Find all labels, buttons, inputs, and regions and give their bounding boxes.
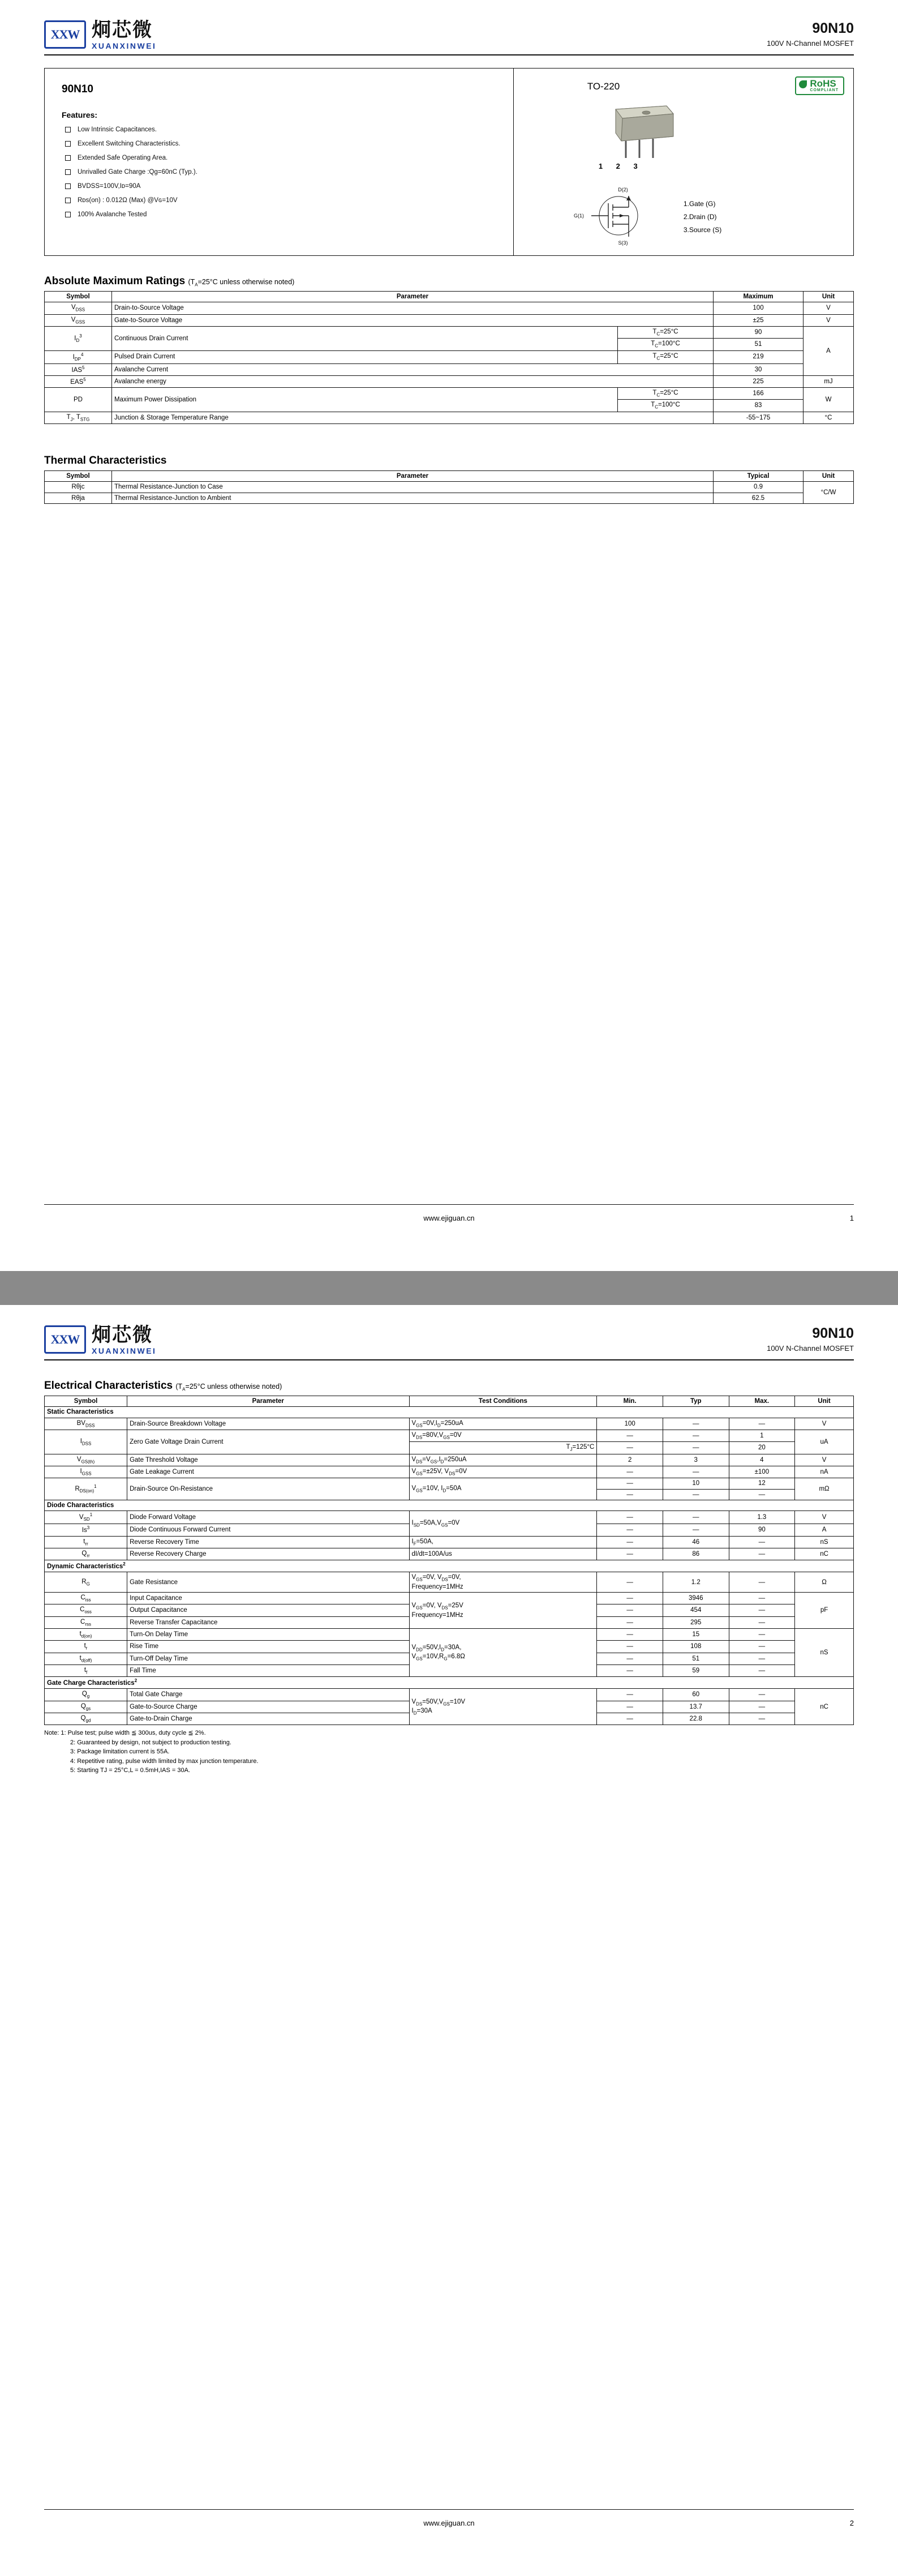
cell-unit: °C [804, 412, 854, 423]
cell-condition: $V_{GS}=0V,I_D=250uA$ [409, 1418, 597, 1430]
leaf-icon [799, 80, 807, 88]
logo-mark-icon [44, 1325, 86, 1354]
cell-symbol: Rθja [45, 493, 112, 503]
cell-maximum: -55~175 [714, 412, 804, 423]
col-unit: Unit [804, 292, 854, 302]
list-item: Low Intrinsic Capacitances. [62, 126, 496, 133]
cell-parameter: Gate-to-Source Voltage [112, 314, 714, 326]
col-symbol: Symbol [45, 292, 112, 302]
cell-typ: 13.7 [663, 1701, 729, 1713]
cell-condition: $V_{DS}=80V,V_{GS}=0V$ [409, 1430, 597, 1442]
cell-typ: 1.2 [663, 1572, 729, 1593]
cell-max: 20 [729, 1442, 795, 1454]
cell-parameter: Gate-to-Drain Charge [127, 1713, 409, 1725]
cell-min: — [597, 1511, 663, 1524]
col-unit: Unit [795, 1396, 854, 1407]
cell-min: — [597, 1466, 663, 1478]
cell-unit: nS [795, 1629, 854, 1677]
table-header-row [45, 1396, 854, 1407]
page-2 [0, 1305, 898, 2576]
part-number: 90N10 [812, 20, 854, 36]
cell-min: — [597, 1713, 663, 1725]
cell-symbol: $Q_{gd}$ [45, 1713, 127, 1725]
cell-typ: — [663, 1418, 729, 1430]
brand-name-cn: 炯芯微 [92, 1324, 153, 1346]
cell-max: — [729, 1548, 795, 1560]
cell-symbol: Is$^3$ [45, 1524, 127, 1536]
cell-parameter: Reverse Transfer Capacitance [127, 1616, 409, 1628]
list-item: BVDSS=100V,Iᴅ=90A [62, 183, 496, 190]
cell-unit: mJ [804, 375, 854, 387]
logo-mark-icon [44, 20, 86, 49]
cell-typ: — [663, 1442, 729, 1454]
mosfet-symbol-image [556, 185, 681, 247]
cell-typ: 60 [663, 1689, 729, 1701]
group-diode: Diode Characteristics [45, 1500, 854, 1510]
cell-condition: $I_{SD}=50A,V_{GS}=0V$ [409, 1511, 597, 1536]
cell-symbol: $I_{DP}^4$ [45, 350, 112, 363]
cell-condition: $V_{DS}=V_{GS},I_D=250uA$ [409, 1454, 597, 1466]
col-unit: Unit [804, 470, 854, 481]
cell-condition: $T_J=125^\circ C$ [409, 1442, 597, 1454]
part-subtitle: 100V N-Channel MOSFET [767, 39, 854, 48]
table-row [45, 1548, 854, 1560]
part-subtitle: 100V N-Channel MOSFET [767, 1344, 854, 1353]
cell-parameter: Drain-Source On-Resistance [127, 1478, 409, 1500]
overview-package-panel [514, 69, 853, 255]
cell-parameter: Junction & Storage Temperature Range [112, 412, 714, 423]
cell-max: 1 [729, 1430, 795, 1442]
cell-parameter: Thermal Resistance-Junction to Ambient [112, 493, 714, 503]
col-min: Min. [597, 1396, 663, 1407]
cell-parameter: Turn-Off Delay Time [127, 1653, 409, 1664]
header-divider [44, 1359, 854, 1360]
cell-min: — [597, 1489, 663, 1500]
cell-min: — [597, 1604, 663, 1616]
cell-symbol: $C_{rss}$ [45, 1616, 127, 1628]
table-row [45, 1536, 854, 1548]
cell-min: — [597, 1536, 663, 1548]
cell-condition: $T_C=25^\circ C$ [618, 350, 714, 363]
cell-condition: $V_{DS}=50V,V_{GS}=10V$ $I_D=30A$ [409, 1689, 597, 1725]
col-parameter: Parameter [112, 470, 714, 481]
cell-parameter: Fall Time [127, 1664, 409, 1676]
cell-maximum: 30 [714, 363, 804, 375]
overview-title: 90N10 [62, 83, 93, 95]
rohs-sublabel: COMPLIANT [810, 88, 839, 92]
cell-symbol: $BV_{DSS}$ [45, 1418, 127, 1430]
cell-max: — [729, 1641, 795, 1653]
cell-condition: $T_C=25^\circ C$ [618, 326, 714, 338]
cell-typ: 51 [663, 1653, 729, 1664]
cell-typ: — [663, 1466, 729, 1478]
cell-unit: V [795, 1511, 854, 1524]
cell-maximum: 100 [714, 302, 804, 314]
cell-parameter: Pulsed Drain Current [112, 350, 618, 363]
cell-unit: uA [795, 1430, 854, 1454]
cell-unit: mΩ [795, 1478, 854, 1500]
cell-symbol: $I_D^3$ [45, 326, 112, 350]
table-row [45, 1689, 854, 1701]
table-row [45, 1511, 854, 1524]
col-max: Max. [729, 1396, 795, 1407]
pin-assignment-list [684, 198, 721, 236]
cell-min: — [597, 1593, 663, 1604]
cell-typ: 454 [663, 1604, 729, 1616]
cell-typ: — [663, 1524, 729, 1536]
cell-maximum: 166 [714, 388, 804, 400]
cell-unit: Ω [795, 1572, 854, 1593]
cell-parameter: Avalanche Current [112, 363, 714, 375]
cell-typ: 3 [663, 1454, 729, 1466]
cell-typ: 108 [663, 1641, 729, 1653]
list-item: 100% Avalanche Tested [62, 211, 496, 218]
cell-parameter: Gate Threshold Voltage [127, 1454, 409, 1466]
table-row [45, 1593, 854, 1604]
cell-max: ±100 [729, 1466, 795, 1478]
overview-features-panel [45, 69, 514, 255]
brand-name-en: XUANXINWEI [92, 41, 157, 50]
cell-typ: 59 [663, 1664, 729, 1676]
table-row [45, 388, 854, 400]
col-parameter: Parameter [127, 1396, 409, 1407]
page-number: 1 [849, 1214, 854, 1222]
cell-min: — [597, 1629, 663, 1641]
cell-typ: 86 [663, 1548, 729, 1560]
list-item: Unrivalled Gate Charge :Qg=60nC (Typ.). [62, 169, 496, 176]
cell-max: — [729, 1536, 795, 1548]
cell-maximum: ±25 [714, 314, 804, 326]
cell-symbol: $t_{d(off)}$ [45, 1653, 127, 1664]
footnote-1: Note: 1: Pulse test; pulse width ≦ 300us, duty cycle ≦ 2%. [44, 1730, 206, 1737]
cell-symbol: $C_{iss}$ [45, 1593, 127, 1604]
cell-unit: °C/W [804, 482, 854, 504]
table-row [45, 482, 854, 493]
cell-unit: nS [795, 1536, 854, 1548]
table-row [45, 493, 854, 503]
cell-symbol: $t_r$ [45, 1641, 127, 1653]
cell-unit: V [804, 314, 854, 326]
cell-unit: W [804, 388, 854, 412]
electrical-condition: ($T_A=25^\circ C$ unless otherwise noted) [175, 1383, 282, 1392]
cell-unit: V [804, 302, 854, 314]
table-row [45, 1478, 854, 1489]
cell-max: — [729, 1629, 795, 1641]
cell-maximum: 225 [714, 375, 804, 387]
cell-symbol: $R_{DS(on)}^1$ [45, 1478, 127, 1500]
company-logo [44, 20, 156, 50]
footer-url[interactable]: www.ejiguan.cn [423, 1214, 475, 1222]
rohs-badge [795, 76, 844, 95]
footnote-3: 3: Package limitation current is 55A. [70, 1748, 170, 1756]
group-dynamic: Dynamic Characteristics$^2$ [45, 1560, 854, 1572]
cell-symbol: PD [45, 388, 112, 412]
table-row [45, 375, 854, 387]
cell-parameter: Continuous Drain Current [112, 326, 618, 350]
absolute-maximum-ratings-table [44, 291, 854, 424]
cell-max: — [729, 1713, 795, 1725]
cell-parameter: Avalanche energy [112, 375, 714, 387]
header-divider [44, 54, 854, 55]
cell-symbol: $T_J$, $T_{STG}$ [45, 412, 112, 423]
cell-maximum: 83 [714, 400, 804, 412]
electrical-characteristics-table [44, 1396, 854, 1725]
table-row [45, 1572, 854, 1593]
electrical-title-text: Electrical Characteristics [44, 1380, 173, 1392]
cell-symbol: $R_G$ [45, 1572, 127, 1593]
cell-max: — [729, 1701, 795, 1713]
logo-mark-text: XXW [50, 1332, 80, 1346]
brand-name-en: XUANXINWEI [92, 1346, 157, 1355]
cell-min: — [597, 1524, 663, 1536]
cell-symbol: $Q_{gs}$ [45, 1701, 127, 1713]
cell-max: — [729, 1653, 795, 1664]
cell-maximum: 219 [714, 350, 804, 363]
cell-typ: 3946 [663, 1593, 729, 1604]
cell-symbol: $I_{GSS}$ [45, 1466, 127, 1478]
cell-condition: dI/dt=100A/us [409, 1548, 597, 1560]
table-group-row [45, 1407, 854, 1418]
table-header-row [45, 470, 854, 481]
cell-symbol: Rθjc [45, 482, 112, 493]
table-row [45, 1418, 854, 1430]
cell-typical: 0.9 [714, 482, 804, 493]
list-item: Extended Safe Operating Area. [62, 155, 496, 161]
abs-max-section-title [44, 275, 854, 288]
table-row [45, 350, 854, 363]
list-item: 1.Gate (G) [683, 200, 716, 208]
cell-min: 100 [597, 1418, 663, 1430]
cell-min: — [597, 1653, 663, 1664]
page-footer [44, 1204, 854, 1222]
table-group-row [45, 1500, 854, 1510]
company-logo [44, 1325, 156, 1355]
cell-condition: $I_F=50A$, [409, 1536, 597, 1548]
cell-condition: $T_C=100^\circ C$ [618, 400, 714, 412]
cell-typ: — [663, 1489, 729, 1500]
table-row [45, 412, 854, 423]
table-row [45, 326, 854, 338]
package-label: TO-220 [587, 81, 620, 92]
cell-typ: 22.8 [663, 1713, 729, 1725]
cell-parameter: Drain-to-Source Voltage [112, 302, 714, 314]
abs-max-title-text: Absolute Maximum Ratings [44, 275, 186, 287]
cell-parameter: Reverse Recovery Charge [127, 1548, 409, 1560]
group-gate-charge: Gate Charge Characteristics$^2$ [45, 1677, 854, 1689]
pin-numbers: 1 2 3 [598, 162, 643, 170]
cell-symbol: $V_{DSS}$ [45, 302, 112, 314]
cell-parameter: Total Gate Charge [127, 1689, 409, 1701]
to220-package-image [599, 101, 695, 164]
col-parameter: Parameter [112, 292, 714, 302]
footnotes [44, 1728, 854, 1775]
cell-max: — [729, 1418, 795, 1430]
cell-typ: — [663, 1511, 729, 1524]
cell-max: — [729, 1616, 795, 1628]
list-item: 2.Drain (D) [683, 212, 717, 221]
footnote-5: 5: Starting TJ = 25°C,L = 0.5mH,IAS = 30A. [70, 1767, 190, 1774]
cell-unit: A [804, 326, 854, 375]
cell-min: — [597, 1616, 663, 1628]
table-header-row [45, 292, 854, 302]
features-list [62, 126, 496, 218]
cell-parameter: Reverse Recovery Time [127, 1536, 409, 1548]
cell-parameter: Maximum Power Dissipation [112, 388, 618, 412]
cell-symbol: $t_f$ [45, 1664, 127, 1676]
cell-parameter: Gate-to-Source Charge [127, 1701, 409, 1713]
cell-parameter: Diode Forward Voltage [127, 1511, 409, 1524]
table-row [45, 302, 854, 314]
col-typ: Typ [663, 1396, 729, 1407]
cell-condition: $T_C=25^\circ C$ [618, 388, 714, 400]
table-group-row [45, 1560, 854, 1572]
cell-unit: nA [795, 1466, 854, 1478]
features-label: Features: [62, 110, 98, 119]
cell-symbol: EAS$^5$ [45, 375, 112, 387]
cell-min: — [597, 1664, 663, 1676]
cell-parameter: Input Capacitance [127, 1593, 409, 1604]
cell-condition: $V_{GS}=\pm 25V$, $V_{DS}=0V$ [409, 1466, 597, 1478]
overview-box [44, 68, 854, 256]
cell-parameter: Drain-Source Breakdown Voltage [127, 1418, 409, 1430]
footer-url[interactable]: www.ejiguan.cn [423, 2519, 475, 2527]
col-symbol: Symbol [45, 470, 112, 481]
group-static: Static Characteristics [45, 1407, 854, 1418]
table-row [45, 1466, 854, 1478]
footnote-4: 4: Repetitive rating, pulse width limited by max junction temperature. [70, 1757, 259, 1765]
cell-max: 90 [729, 1524, 795, 1536]
thermal-section-title: Thermal Characteristics [44, 454, 167, 467]
cell-min: — [597, 1689, 663, 1701]
cell-symbol: IAS$^5$ [45, 363, 112, 375]
list-item: 3.Source (S) [683, 225, 722, 234]
svg-text:S(3): S(3) [618, 240, 628, 246]
page-header [44, 1305, 854, 1355]
cell-min: — [597, 1442, 663, 1454]
cell-condition: $T_C=100^\circ C$ [618, 339, 714, 350]
col-typical: Typical [714, 470, 804, 481]
cell-parameter: Zero Gate Voltage Drain Current [127, 1430, 409, 1454]
cell-symbol: $V_{GSS}$ [45, 314, 112, 326]
cell-parameter: Diode Continuous Forward Current [127, 1524, 409, 1536]
logo-mark-text: XXW [50, 27, 80, 41]
cell-parameter: Turn-On Delay Time [127, 1629, 409, 1641]
page-footer [44, 2509, 854, 2527]
col-maximum: Maximum [714, 292, 804, 302]
page-1 [0, 0, 898, 1271]
cell-max: — [729, 1572, 795, 1593]
cell-symbol: $t_{rr}$ [45, 1536, 127, 1548]
cell-symbol: $C_{oss}$ [45, 1604, 127, 1616]
table-group-row [45, 1677, 854, 1689]
cell-max: — [729, 1604, 795, 1616]
electrical-section-title [44, 1380, 854, 1392]
cell-min: — [597, 1572, 663, 1593]
cell-condition: $V_{GS}=0V$, $V_{DS}=25V$ Frequency=1MHz [409, 1593, 597, 1629]
page-number: 2 [849, 2519, 854, 2527]
cell-unit: V [795, 1418, 854, 1430]
col-test-conditions: Test Conditions [409, 1396, 597, 1407]
cell-min: — [597, 1430, 663, 1442]
cell-condition: $V_{GS}=10V$, $I_D=50A$ [409, 1478, 597, 1500]
footnote-2: 2: Guaranteed by design, not subject to production testing. [70, 1739, 231, 1746]
cell-parameter: Rise Time [127, 1641, 409, 1653]
table-row [45, 1430, 854, 1442]
list-item: Excellent Switching Characteristics. [62, 140, 496, 147]
cell-symbol: $V_{SD}^1$ [45, 1511, 127, 1524]
cell-typ: 10 [663, 1478, 729, 1489]
table-row [45, 363, 854, 375]
cell-min: — [597, 1641, 663, 1653]
svg-text:G(1): G(1) [573, 213, 584, 219]
abs-max-condition: ($T_A=25^\circ C$ unless otherwise noted) [188, 278, 295, 288]
cell-symbol: $Q_{rr}$ [45, 1548, 127, 1560]
cell-symbol: $Q_g$ [45, 1689, 127, 1701]
cell-parameter: Thermal Resistance-Junction to Case [112, 482, 714, 493]
cell-typical: 62.5 [714, 493, 804, 503]
cell-parameter: Output Capacitance [127, 1604, 409, 1616]
cell-max: 12 [729, 1478, 795, 1489]
table-row [45, 1629, 854, 1641]
table-row [45, 1454, 854, 1466]
cell-min: 2 [597, 1454, 663, 1466]
cell-unit: nC [795, 1689, 854, 1725]
cell-symbol: $t_{d(on)}$ [45, 1629, 127, 1641]
cell-max: 1.3 [729, 1511, 795, 1524]
cell-max: — [729, 1489, 795, 1500]
page-header [44, 0, 854, 50]
table-row [45, 314, 854, 326]
cell-symbol: $V_{GS(th)}$ [45, 1454, 127, 1466]
cell-min: — [597, 1701, 663, 1713]
brand-name-cn: 炯芯微 [92, 19, 153, 41]
cell-unit: A [795, 1524, 854, 1536]
cell-max: — [729, 1689, 795, 1701]
list-item: Rᴅs(on) : 0.012Ω (Max) @Vɢ=10V [62, 197, 496, 204]
cell-max: — [729, 1593, 795, 1604]
rohs-label: RoHS [810, 78, 836, 89]
cell-unit: nC [795, 1548, 854, 1560]
cell-typ: 295 [663, 1616, 729, 1628]
cell-typ: 15 [663, 1629, 729, 1641]
cell-condition: $V_{DD}=50V,I_D=30A$, $V_{GS}=10V,R_G=6.8\Omega$ [409, 1629, 597, 1677]
cell-symbol: $I_{DSS}$ [45, 1430, 127, 1454]
part-number: 90N10 [812, 1325, 854, 1341]
cell-unit: pF [795, 1593, 854, 1629]
cell-maximum: 90 [714, 326, 804, 338]
cell-max: 4 [729, 1454, 795, 1466]
svg-text:D(2): D(2) [618, 187, 628, 192]
cell-unit: V [795, 1454, 854, 1466]
cell-min: — [597, 1478, 663, 1489]
cell-typ: 46 [663, 1536, 729, 1548]
cell-parameter: Gate Leakage Current [127, 1466, 409, 1478]
cell-condition: $V_{GS}=0V$, $V_{DS}=0V$, Frequency=1MHz [409, 1572, 597, 1593]
cell-min: — [597, 1548, 663, 1560]
thermal-characteristics-table [44, 470, 854, 504]
col-symbol: Symbol [45, 1396, 127, 1407]
cell-typ: — [663, 1430, 729, 1442]
cell-maximum: 51 [714, 339, 804, 350]
cell-max: — [729, 1664, 795, 1676]
cell-parameter: Gate Resistance [127, 1572, 409, 1593]
